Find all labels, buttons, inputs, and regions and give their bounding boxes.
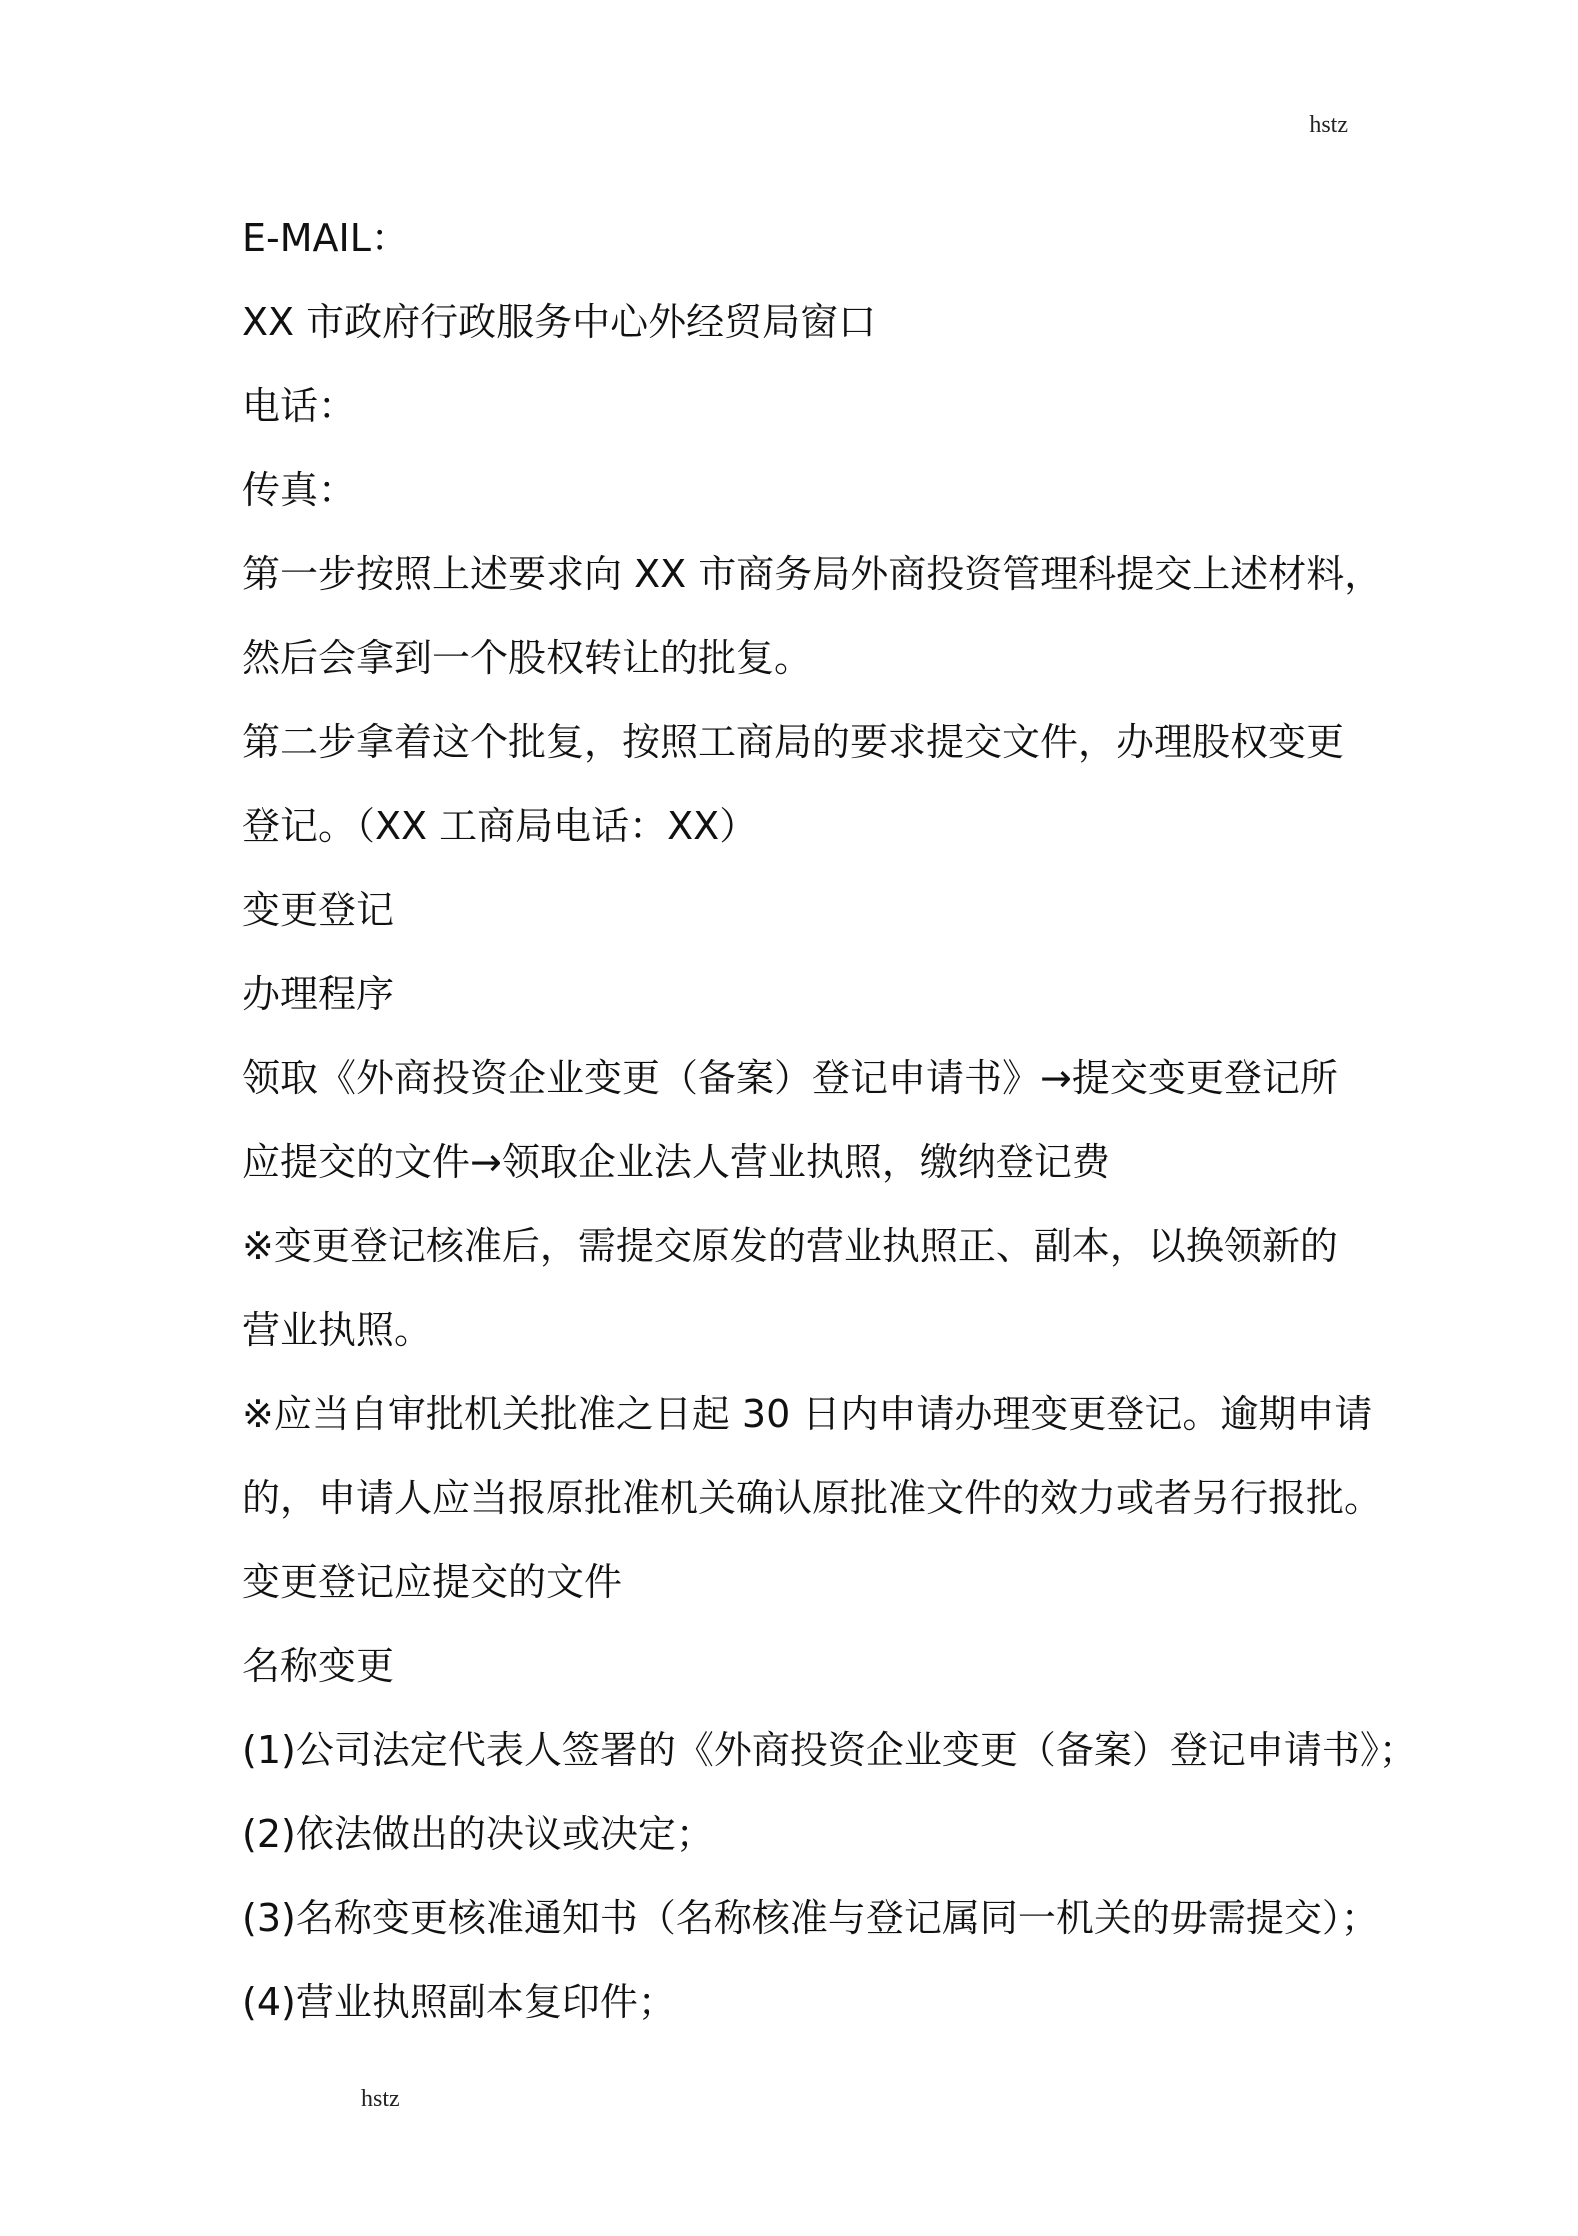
step-two-line-2: 登记。（XX 工商局电话：XX）: [242, 804, 758, 848]
note-line-3: ※应当自审批机关批准之日起 30 日内申请办理变更登记。逾期申请: [242, 1392, 1373, 1436]
office-line: XX 市政府行政服务中心外经贸局窗口: [242, 300, 877, 344]
section-heading-procedure: 办理程序: [242, 972, 395, 1016]
email-line: E-MAIL：: [242, 216, 409, 260]
note-line-2: 营业执照。: [242, 1308, 433, 1352]
list-item-4: (4)营业执照副本复印件；: [242, 1980, 676, 2024]
step-two-line-1: 第二步拿着这个批复，按照工商局的要求提交文件，办理股权变更: [242, 720, 1345, 764]
note-line-4: 的，申请人应当报原批准机关确认原批准文件的效力或者另行报批。: [242, 1476, 1383, 1520]
procedure-line-1: 领取《外商投资企业变更（备案）登记申请书》→提交变更登记所: [242, 1056, 1338, 1100]
procedure-line-2: 应提交的文件→领取企业法人营业执照，缴纳登记费: [242, 1140, 1110, 1184]
footer-mark: hstz: [361, 2086, 400, 2112]
section-heading-name-change: 名称变更: [242, 1644, 395, 1688]
document-body: [242, 196, 1417, 2044]
fax-line: 传真：: [242, 468, 357, 512]
list-item-3: (3)名称变更核准通知书（名称核准与登记属同一机关的毋需提交）；: [242, 1896, 1379, 1940]
list-item-1: (1)公司法定代表人签署的《外商投资企业变更（备案）登记申请书》；: [242, 1728, 1417, 1772]
section-heading-documents: 变更登记应提交的文件: [242, 1560, 623, 1604]
step-one-line-1: 第一步按照上述要求向 XX 市商务局外商投资管理科提交上述材料，: [242, 552, 1383, 596]
section-heading-change-registration: 变更登记: [242, 888, 395, 932]
step-one-line-2: 然后会拿到一个股权转让的批复。: [242, 636, 813, 680]
list-item-2: (2)依法做出的决议或决定；: [242, 1812, 714, 1856]
note-line-1: ※变更登记核准后，需提交原发的营业执照正、副本，以换领新的: [242, 1224, 1338, 1268]
phone-line: 电话：: [242, 384, 357, 428]
header-mark: hstz: [1309, 112, 1348, 138]
